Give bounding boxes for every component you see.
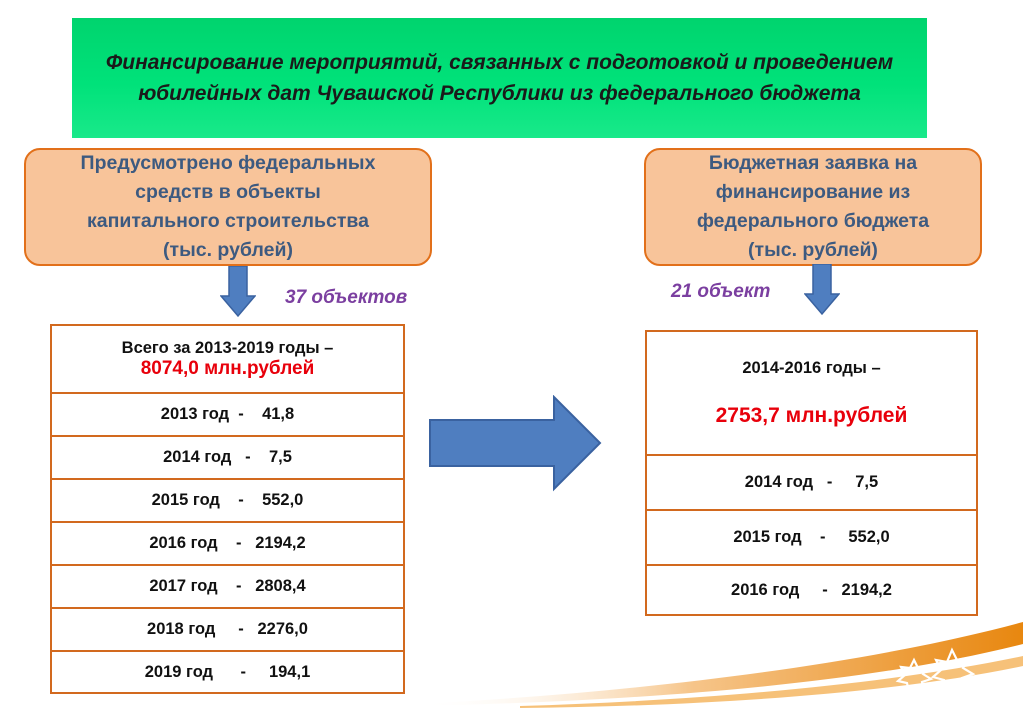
table-row: 2014 год - 7,5 — [647, 454, 976, 509]
table-row: 2016 год - 2194,2 — [647, 564, 976, 614]
right-object-count: 21 объект — [671, 281, 771, 302]
right-table-header-cell — [647, 332, 976, 454]
table-row: 2015 год - 552,0 — [52, 478, 403, 521]
table-row: 2013 год - 41,8 — [52, 392, 403, 435]
federal-funds-callout-text: Предусмотрено федеральных средств в объекты капитального строительства (тыс. рублей) — [80, 152, 376, 261]
left-table-header: Всего за 2013-2019 годы – — [121, 338, 334, 357]
decorative-swoosh — [0, 600, 1023, 708]
right-arrow-icon — [428, 395, 604, 495]
federal-funds-callout — [24, 148, 432, 266]
left-object-count: 37 объектов — [285, 287, 408, 308]
budget-request-callout — [644, 148, 982, 266]
right-table-header: 2014-2016 годы – — [742, 358, 881, 377]
table-row: 2014 год - 7,5 — [52, 435, 403, 478]
title-banner — [72, 18, 927, 138]
right-funding-table — [645, 330, 978, 616]
table-row: 2015 год - 552,0 — [647, 509, 976, 564]
left-table-total: 8074,0 млн.рублей — [140, 357, 315, 379]
table-row: 2017 год - 2808,4 — [52, 564, 403, 607]
down-arrow-left-icon — [220, 266, 256, 318]
table-row: 2018 год - 2276,0 — [52, 607, 403, 650]
left-table-header-cell — [52, 326, 403, 392]
budget-request-callout-text: Бюджетная заявка на финансирование из федерального бюджета (тыс. рублей) — [696, 152, 930, 261]
slide-title: Финансирование мероприятий, связанных с подготовкой и проведением юбилейных дат Чувашской Республики из федерального бюджета — [105, 51, 894, 105]
down-arrow-right-icon — [804, 264, 840, 316]
right-table-total: 2753,7 млн.рублей — [715, 403, 908, 427]
table-row: 2019 год - 194,1 — [52, 650, 403, 692]
table-row: 2016 год - 2194,2 — [52, 521, 403, 564]
